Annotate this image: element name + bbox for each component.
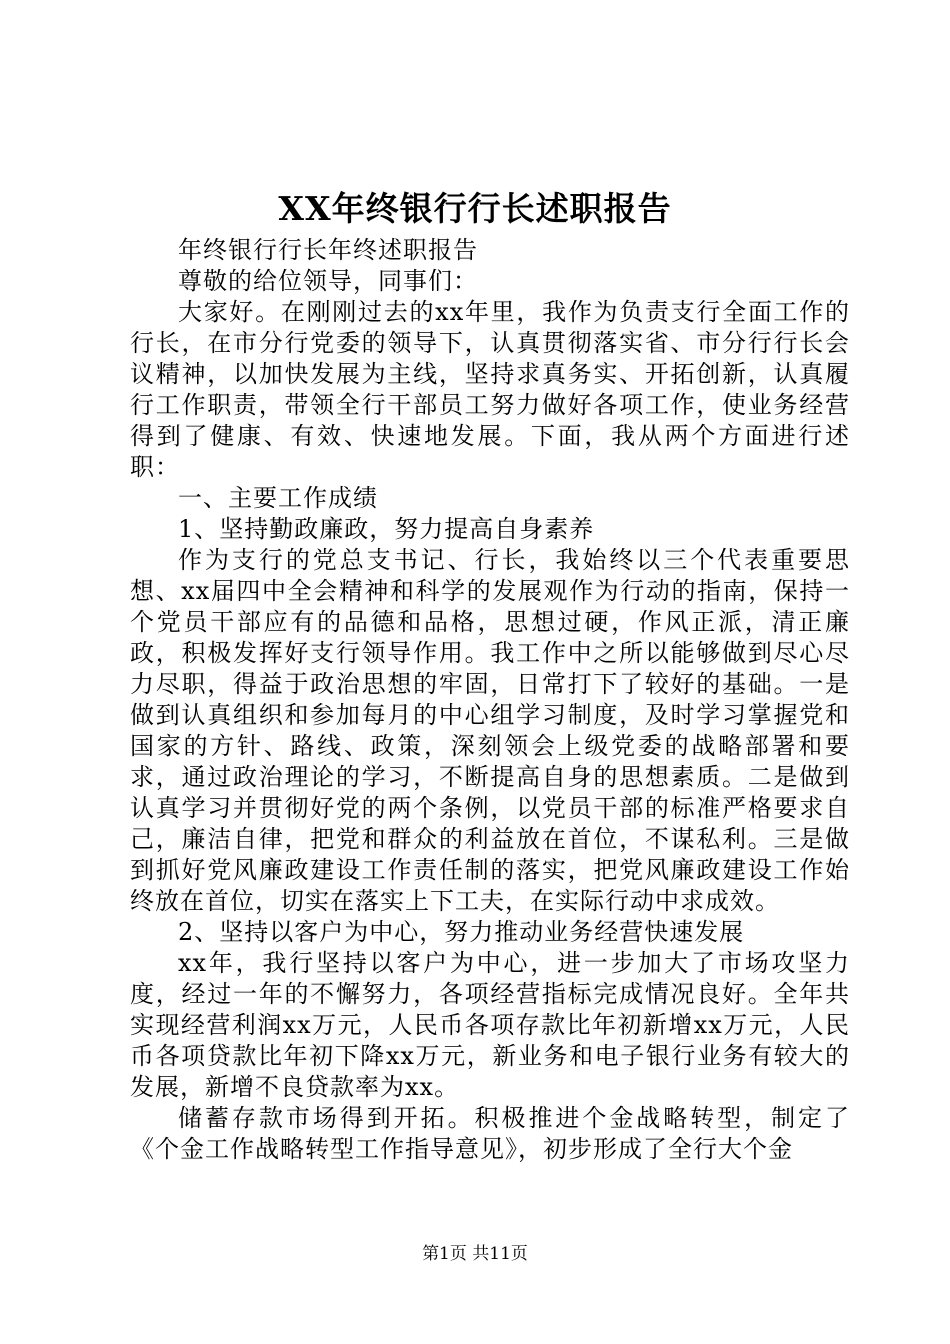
document-title: XX年终银行行长述职报告	[278, 189, 672, 228]
paragraph-intro: 大家好。在刚刚过去的xx年里，我作为负责支行全面工作的行长，在市分行党委的领导下，认真贯彻落实省、市分行行长会议精神，以加快发展为主线，坚持求真务实、开拓创新，认真履行工作职责，带领全行干部员工努力做好各项工作，使业务经营得到了健康、有效、快速地发展。下面，我从两个方面进行述职：	[130, 298, 850, 481]
paragraph-body: 作为支行的党总支书记、行长，我始终以三个代表重要思想、xx届四中全会精神和科学的发展观作为行动的指南，保持一个党员干部应有的品德和品格，思想过硬，作风正派，清正廉政，积极发挥好支行领导作用。我工作中之所以能够做到尽心尽力尽职，得益于政治思想的牢固，日常打下了较好的基础。一是做到认真组织和参加每月的中心组学习制度，及时学习掌握党和国家的方针、路线、政策，深刻领会上级党委的战略部署和要求，通过政治理论的学习，不断提高自身的思想素质。二是做到认真学习并贯彻好党的两个条例，以党员干部的标准严格要求自己，廉洁自律，把党和群众的利益放在首位，不谋私利。三是做到抓好党风廉政建设工作责任制的落实，把党风廉政建设工作始终放在首位，切实在落实上下工夫，在实际行动中求成效。	[130, 546, 850, 915]
page-footer: 第1页 共11页	[422, 1244, 528, 1264]
paragraph-body: xx年，我行坚持以客户为中心，进一步加大了市场攻坚力度，经过一年的不懈努力，各项经营指标完成情况良好。全年共实现经营利润xx万元，人民币各项存款比年初新增xx万元，人民币各项贷款比年初下降xx万元，新业务和电子银行业务有较大的发展，新增不良贷款率为xx。	[130, 949, 850, 1101]
subsection-heading-1: 1、坚持勤政廉政，努力提高自身素养	[178, 515, 595, 543]
document-body	[130, 235, 850, 1165]
paragraph-subtitle: 年终银行行长年终述职报告	[178, 236, 478, 264]
subsection-heading-2: 2、坚持以客户为中心，努力推动业务经营快速发展	[178, 918, 745, 946]
paragraph-salutation: 尊敬的给位领导，同事们：	[178, 267, 478, 295]
section-heading-1: 一、主要工作成绩	[178, 484, 378, 512]
paragraph-body: 储蓄存款市场得到开拓。积极推进个金战略转型，制定了《个金工作战略转型工作指导意见》，初步形成了全行大个金	[130, 1104, 850, 1163]
